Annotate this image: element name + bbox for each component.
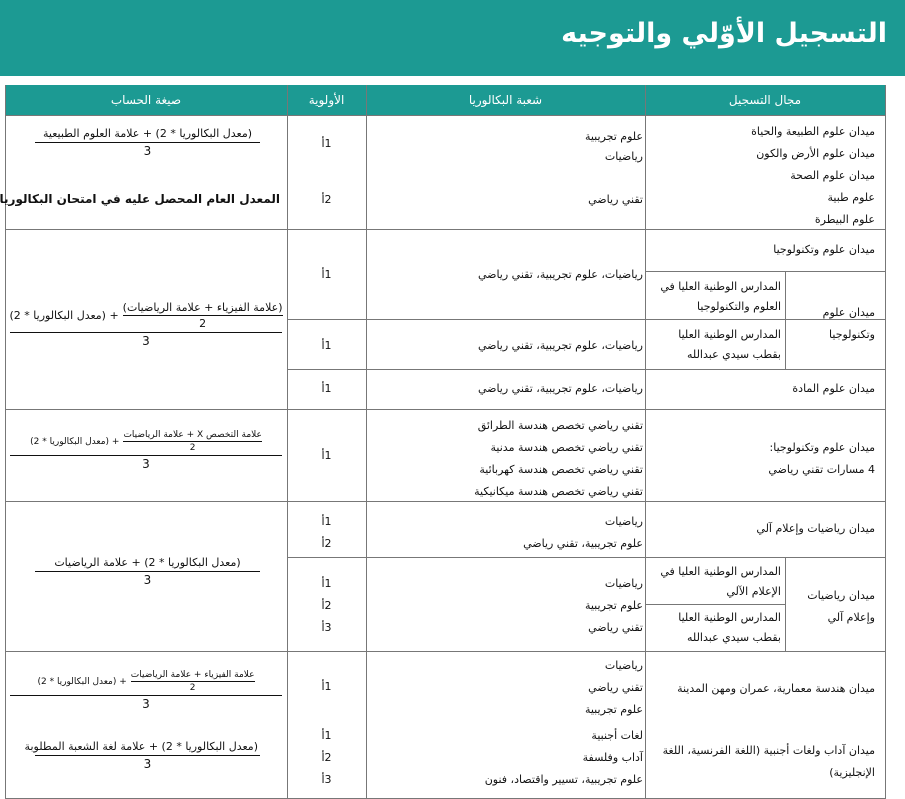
- formula-fraction: + (معدل البكالوريا * 2) علامة التخصص X + علامة الرياضيات 2 3: [10, 430, 282, 471]
- row-divider: [287, 369, 886, 370]
- priority-cell: 1أ 2أ: [321, 515, 332, 550]
- sub-row-divider: [645, 604, 785, 605]
- priority-cell: 1أ: [321, 339, 332, 352]
- row-divider: [5, 651, 886, 652]
- branch-cell: رياضيات علوم تجريبية، تقني رياضي: [523, 515, 643, 550]
- school-cell: المدارس الوطنية العليا في العلوم والتكنولوجيا: [660, 280, 781, 313]
- school-cell: المدارس الوطنية العليا في الإعلام الآلي: [660, 565, 781, 598]
- priority-cell: 1أ: [321, 449, 332, 462]
- branch-cell: تقني رياضي: [588, 193, 643, 206]
- header-priority: الأولوية: [287, 85, 366, 115]
- branch-cell: رياضيات تقني رياضي علوم تجريبية: [584, 659, 643, 716]
- header-formula: صيغة الحساب: [5, 85, 287, 115]
- row-divider: [5, 501, 886, 502]
- branch-cell: رياضيات، علوم تجريبية، تقني رياضي: [477, 268, 643, 281]
- field-cell: ميدان هندسة معمارية، عمران ومهن المدينة: [677, 682, 875, 695]
- column-divider: [366, 85, 367, 799]
- school-cell: المدارس الوطنية العليا بقطب سيدي عبدالله: [678, 611, 781, 644]
- priority-cell: 2أ: [321, 193, 332, 206]
- table-border-right: [885, 85, 886, 799]
- header-field: مجال التسجيل: [645, 85, 885, 115]
- field-cell: ميدان علوم وتكنولوجيا: [773, 243, 875, 256]
- field-cell: ميدان علوم وتكنولوجيا: 4 مسارات تقني رياضي: [768, 441, 875, 476]
- field-cell: ميدان علوم المادة: [792, 382, 875, 395]
- field-cell: ميدان علوم الطبيعة والحياة ميدان علوم الأرض والكون ميدان علوم الصحة علوم طبية علوم البيطرة: [751, 125, 875, 226]
- title-banner: [0, 0, 905, 76]
- priority-cell: 1أ: [321, 382, 332, 395]
- branch-cell: تقني رياضي تخصص هندسة الطرائق تقني رياضي تخصص هندسة مدنية تقني رياضي تخصص هندسة كهربائية تقني رياضي تخصص هندسة ميكانيكية: [474, 419, 643, 498]
- field-cell: ميدان رياضيات وإعلام آلي: [756, 522, 875, 535]
- header-branch: شعبة البكالوريا: [366, 85, 645, 115]
- formula-fraction: + (معدل البكالوريا * 2) (علامة الفيزياء + علامة الرياضيات) 2 3: [9, 301, 283, 348]
- priority-cell: 1أ 2أ 3أ: [321, 577, 332, 634]
- formula-text: المعدل العام المحصل عليه في امتحان البكالوريا: [0, 192, 280, 206]
- formula-fraction: (معدل البكالوريا * 2) + علامة لغة الشعبة المطلوبة 3: [24, 740, 258, 771]
- row-divider: [5, 115, 886, 116]
- formula-fraction: (معدل البكالوريا * 2) + علامة الرياضيات 3: [35, 556, 260, 587]
- sub-row-divider: [645, 271, 886, 272]
- field-cell: ميدان آداب ولغات أجنبية (اللغة الفرنسية، اللغة الإنجليزية): [662, 744, 875, 779]
- sub-row-divider: [645, 319, 785, 320]
- page-title: التسجيل الأوّلي والتوجيه: [561, 18, 887, 49]
- row-divider: [5, 409, 886, 410]
- formula-fraction: + (معدل البكالوريا * 2) علامة الفيزياء + علامة الرياضيات 2 3: [10, 670, 282, 711]
- school-cell: المدارس الوطنية العليا بقطب سيدي عبدالله: [678, 328, 781, 361]
- orientation-table: [0, 85, 905, 799]
- field-cell: ميدان علوم وتكنولوجيا: [822, 306, 875, 341]
- branch-cell: رياضيات علوم تجريبية تقني رياضي: [584, 577, 643, 634]
- branch-cell: رياضيات، علوم تجريبية، تقني رياضي: [477, 339, 643, 352]
- branch-cell: لغات أجنبية آداب وفلسفة علوم تجريبية، تسيير واقتصاد، فنون: [484, 729, 643, 786]
- formula-fraction: (معدل البكالوريا * 2) + علامة العلوم الطبيعية 3: [35, 127, 260, 158]
- branch-cell: رياضيات، علوم تجريبية، تقني رياضي: [477, 382, 643, 395]
- column-divider: [645, 85, 646, 799]
- row-divider: [287, 557, 886, 558]
- priority-cell: 1أ: [321, 680, 332, 693]
- priority-cell: 1أ 2أ 3أ: [321, 729, 332, 786]
- priority-cell: 1أ: [321, 137, 332, 150]
- branch-cell: علوم تجريبية رياضيات: [584, 130, 643, 163]
- field-cell: ميدان رياضيات وإعلام آلي: [807, 589, 875, 624]
- priority-cell: 1أ: [321, 268, 332, 281]
